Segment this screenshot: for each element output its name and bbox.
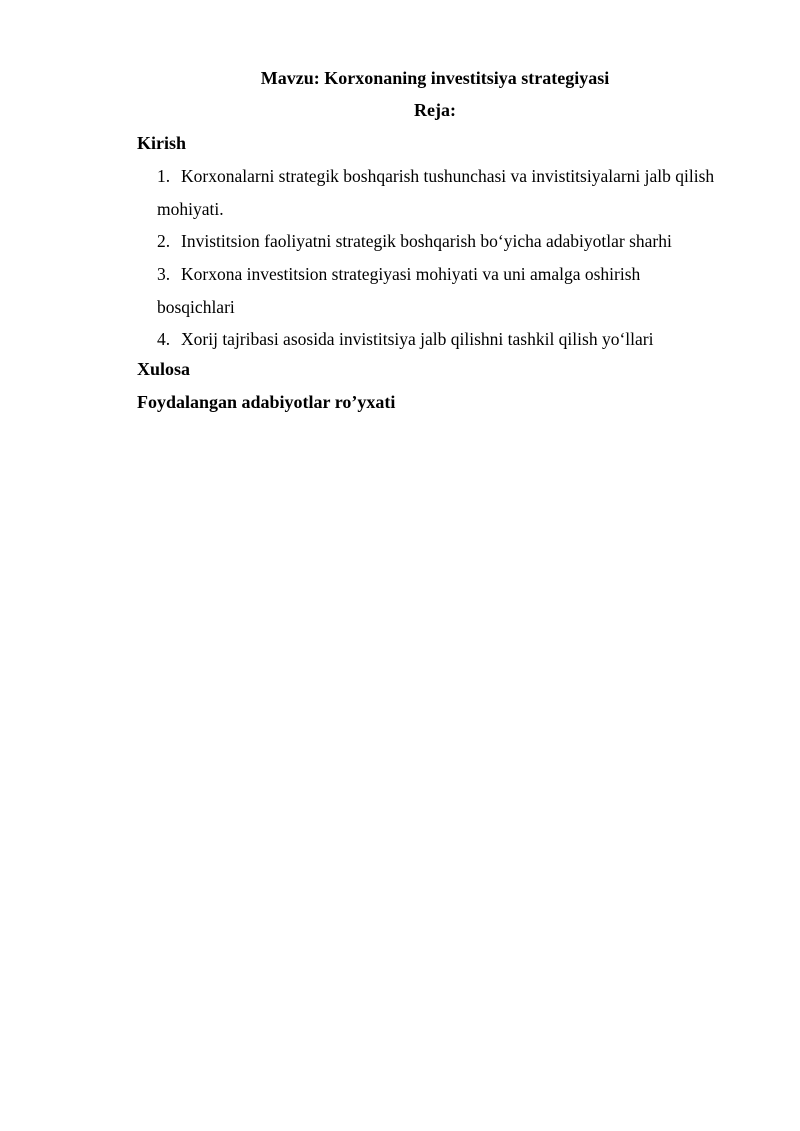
list-item-number: 1. (157, 166, 171, 186)
references-heading: Foydalangan adabiyotlar ro’yxati (137, 392, 396, 412)
conclusion-heading: Xulosa (137, 359, 191, 379)
plan-heading: Reja: (414, 100, 456, 120)
list-item-text: Korxonalarni strategik boshqarish tushunchasi va invistitsiyalarni jalb qilish mohiyati. (157, 166, 715, 219)
list-item-text: Korxona investitsion strategiyasi mohiyati va uni amalga oshirish bosqichlari (157, 264, 641, 317)
list-item-text: Invistitsion faoliyatni strategik boshqarish bo‘yicha adabiyotlar sharhi (181, 231, 672, 251)
list-item (157, 323, 717, 356)
list-item-text: Xorij tajribasi asosida invistitsiya jalb qilishni tashkil qilish yo‘llari (181, 329, 654, 349)
list-item-number: 3. (157, 264, 171, 284)
list-item (157, 225, 717, 258)
list-item-number: 2. (157, 231, 171, 251)
document-title: Mavzu: Korxonaning investitsiya strategiyasi (260, 68, 610, 88)
list-item-number: 4. (157, 329, 171, 349)
list-item (157, 258, 717, 323)
intro-heading: Kirish (137, 133, 187, 153)
list-item (157, 160, 717, 225)
